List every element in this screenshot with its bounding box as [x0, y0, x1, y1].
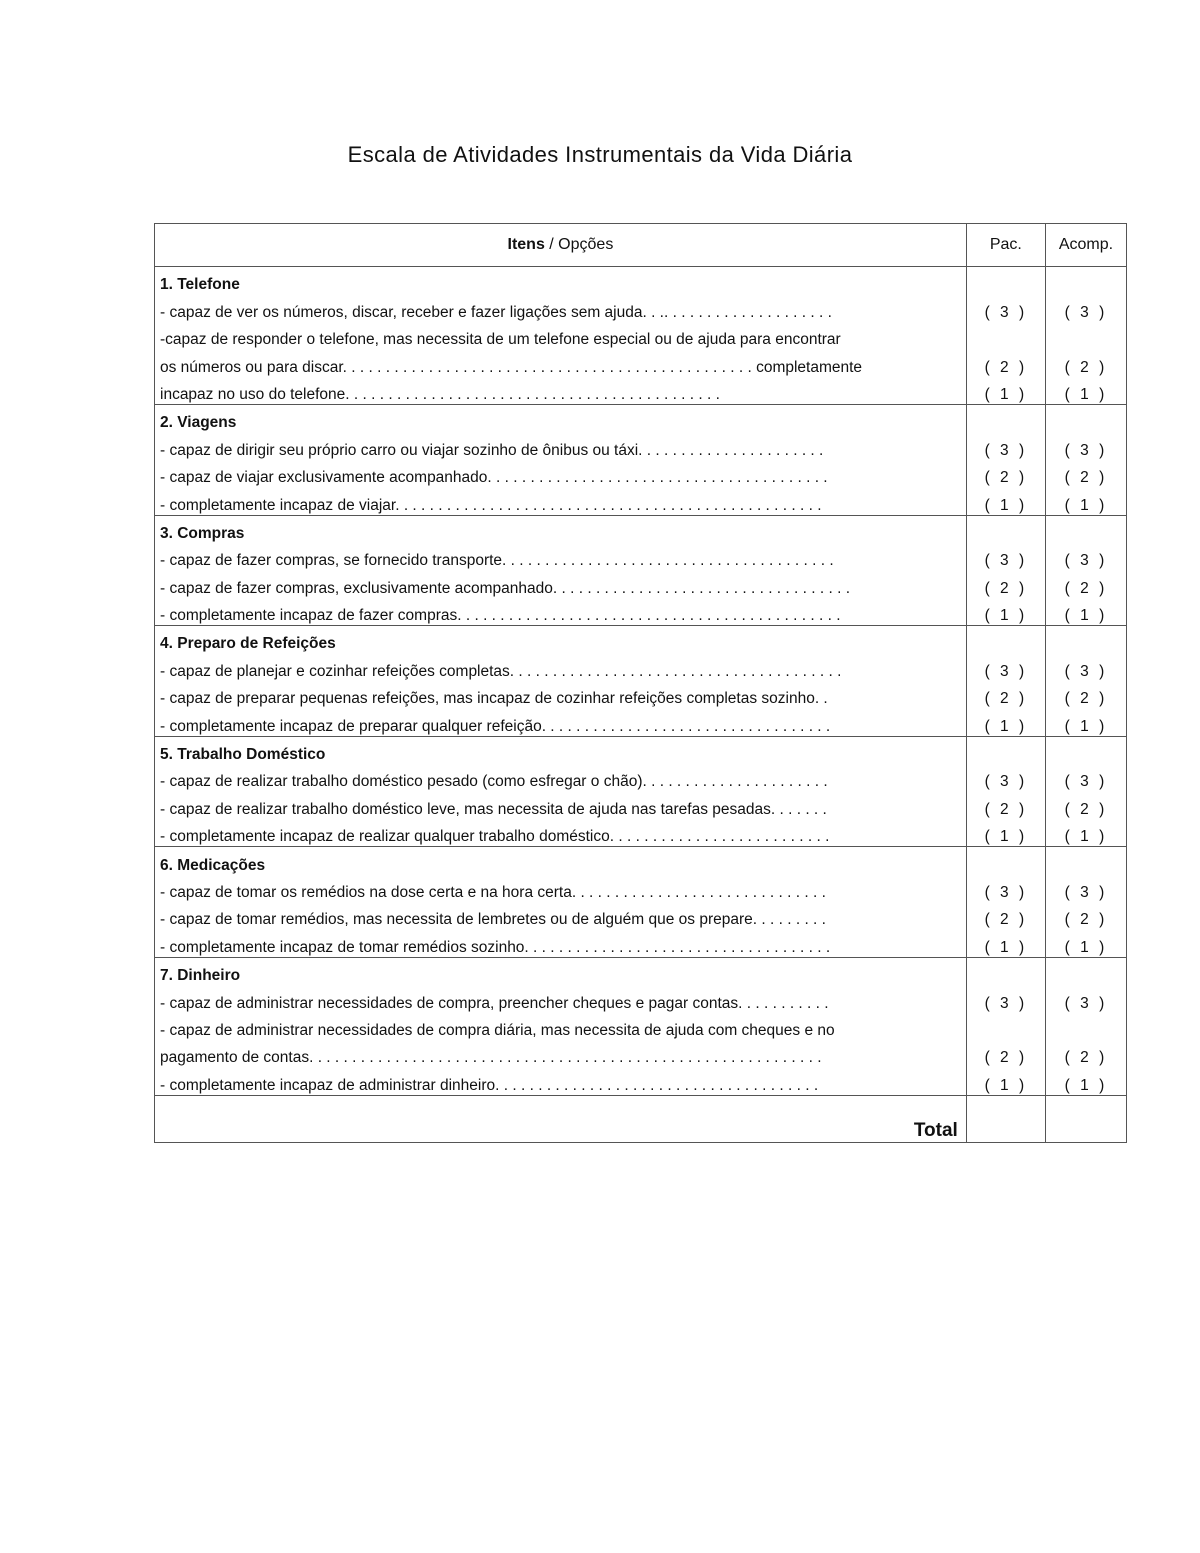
option-row — [155, 487, 1127, 515]
pac-score: ( 1 ) — [966, 487, 1045, 515]
option-text: - capaz de fazer compras, exclusivamente acompanhado. . . . . . . . . . . . . . . . . . . . . . . . . . . . . . . . . . . — [155, 570, 967, 597]
acomp-score: ( 3 ) — [1045, 294, 1126, 321]
section-title-pac-cell — [966, 404, 1045, 432]
option-text: incapaz no uso do telefone. . . . . . . . . . . . . . . . . . . . . . . . . . . . . . . . . . . . . . . . . . . . — [155, 377, 967, 405]
option-text: - capaz de administrar necessidades de compra diária, mas necessita de ajuda com cheques e no — [155, 1013, 967, 1040]
option-row — [155, 349, 1127, 376]
option-row — [155, 902, 1127, 929]
pac-score: ( 2 ) — [966, 791, 1045, 818]
option-row — [155, 322, 1127, 349]
option-text: - capaz de preparar pequenas refeições, mas incapaz de cozinhar refeições completas sozinho. . — [155, 681, 967, 708]
section-title-acomp-cell — [1045, 267, 1126, 295]
section-title-pac-cell — [966, 847, 1045, 875]
acomp-score: ( 3 ) — [1045, 875, 1126, 902]
header-items-rest: / Opções — [544, 236, 614, 253]
section-title-pac-cell — [966, 515, 1045, 543]
section-title: 4. Preparo de Refeições — [155, 626, 967, 654]
pac-score: ( 1 ) — [966, 929, 1045, 957]
acomp-score: ( 2 ) — [1045, 902, 1126, 929]
option-row — [155, 985, 1127, 1012]
section-title: 5. Trabalho Doméstico — [155, 736, 967, 764]
pac-score — [966, 1013, 1045, 1040]
section-title-row — [155, 736, 1127, 764]
header-acomp: Acomp. — [1045, 224, 1126, 267]
pac-score: ( 2 ) — [966, 681, 1045, 708]
section-title-row — [155, 626, 1127, 654]
option-text: - capaz de tomar remédios, mas necessita de lembretes ou de alguém que os prepare. . . . . . . . . — [155, 902, 967, 929]
option-text: - capaz de realizar trabalho doméstico leve, mas necessita de ajuda nas tarefas pesadas. . . . . . . — [155, 791, 967, 818]
option-row — [155, 294, 1127, 321]
acomp-score: ( 2 ) — [1045, 681, 1126, 708]
total-label: Total — [155, 1095, 967, 1142]
acomp-score: ( 2 ) — [1045, 570, 1126, 597]
header-pac: Pac. — [966, 224, 1045, 267]
header-items-bold: Itens — [507, 236, 545, 253]
scale-table — [154, 223, 1127, 1143]
section-title-row — [155, 957, 1127, 985]
pac-score: ( 3 ) — [966, 294, 1045, 321]
pac-score: ( 1 ) — [966, 708, 1045, 736]
section-title-acomp-cell — [1045, 626, 1126, 654]
section-title-pac-cell — [966, 626, 1045, 654]
option-text: - completamente incapaz de preparar qualquer refeição. . . . . . . . . . . . . . . . . . . . . . . . . . . . . . . . . . — [155, 708, 967, 736]
acomp-score: ( 3 ) — [1045, 432, 1126, 459]
pac-score: ( 2 ) — [966, 902, 1045, 929]
acomp-score: ( 1 ) — [1045, 377, 1126, 405]
section-title: 7. Dinheiro — [155, 957, 967, 985]
pac-score: ( 2 ) — [966, 460, 1045, 487]
option-text: - capaz de planejar e cozinhar refeições completas. . . . . . . . . . . . . . . . . . . . . . . . . . . . . . . . . . . . . . . — [155, 653, 967, 680]
pac-score: ( 2 ) — [966, 570, 1045, 597]
acomp-score: ( 1 ) — [1045, 487, 1126, 515]
option-row — [155, 377, 1127, 405]
pac-score: ( 3 ) — [966, 432, 1045, 459]
header-items — [155, 224, 967, 267]
option-row — [155, 764, 1127, 791]
acomp-score: ( 1 ) — [1045, 929, 1126, 957]
acomp-score: ( 1 ) — [1045, 1067, 1126, 1095]
table-body — [155, 267, 1127, 1096]
option-row — [155, 543, 1127, 570]
option-text: - capaz de administrar necessidades de compra, preencher cheques e pagar contas. . . . . . . . . . . — [155, 985, 967, 1012]
acomp-score: ( 3 ) — [1045, 985, 1126, 1012]
acomp-score: ( 3 ) — [1045, 653, 1126, 680]
pac-score: ( 2 ) — [966, 1040, 1045, 1067]
acomp-score: ( 3 ) — [1045, 764, 1126, 791]
section-title-acomp-cell — [1045, 847, 1126, 875]
acomp-score: ( 1 ) — [1045, 708, 1126, 736]
option-row — [155, 1067, 1127, 1095]
section-title: 6. Medicações — [155, 847, 967, 875]
pac-score: ( 3 ) — [966, 875, 1045, 902]
document-title: Escala de Atividades Instrumentais da Vida Diária — [347, 142, 853, 167]
option-row — [155, 598, 1127, 626]
acomp-score: ( 1 ) — [1045, 598, 1126, 626]
section-title-row — [155, 267, 1127, 295]
section-title: 2. Viagens — [155, 404, 967, 432]
option-text: - capaz de viajar exclusivamente acompanhado. . . . . . . . . . . . . . . . . . . . . . . . . . . . . . . . . . . . . . . . — [155, 460, 967, 487]
total-acomp-cell — [1045, 1095, 1126, 1142]
pac-score — [966, 322, 1045, 349]
section-title-acomp-cell — [1045, 736, 1126, 764]
option-row — [155, 819, 1127, 847]
option-text: - completamente incapaz de fazer compras. . . . . . . . . . . . . . . . . . . . . . . . . . . . . . . . . . . . . . . . . . . . . — [155, 598, 967, 626]
option-row — [155, 653, 1127, 680]
section-title-pac-cell — [966, 957, 1045, 985]
option-row — [155, 1013, 1127, 1040]
acomp-score: ( 2 ) — [1045, 460, 1126, 487]
option-text: - completamente incapaz de administrar dinheiro. . . . . . . . . . . . . . . . . . . . . . . . . . . . . . . . . . . . . . — [155, 1067, 967, 1095]
option-row — [155, 1040, 1127, 1067]
section-title-row — [155, 404, 1127, 432]
option-row — [155, 791, 1127, 818]
section-title-pac-cell — [966, 267, 1045, 295]
pac-score: ( 3 ) — [966, 985, 1045, 1012]
section-title: 3. Compras — [155, 515, 967, 543]
option-row — [155, 432, 1127, 459]
section-title: 1. Telefone — [155, 267, 967, 295]
option-row — [155, 708, 1127, 736]
total-pac-cell — [966, 1095, 1045, 1142]
acomp-score: ( 2 ) — [1045, 1040, 1126, 1067]
total-row — [155, 1095, 1127, 1142]
acomp-score: ( 2 ) — [1045, 791, 1126, 818]
pac-score: ( 1 ) — [966, 598, 1045, 626]
pac-score: ( 1 ) — [966, 1067, 1045, 1095]
section-title-row — [155, 847, 1127, 875]
table-header-row — [155, 224, 1127, 267]
acomp-score: ( 1 ) — [1045, 819, 1126, 847]
section-title-acomp-cell — [1045, 404, 1126, 432]
option-text: pagamento de contas. . . . . . . . . . . . . . . . . . . . . . . . . . . . . . . . . . . . . . . . . . . . . . . . . . . . . . . . . . . . — [155, 1040, 967, 1067]
option-text: - capaz de ver os números, discar, receber e fazer ligações sem ajuda. . .. . . . . . . . . . . . . . . . . . . . — [155, 294, 967, 321]
acomp-score — [1045, 1013, 1126, 1040]
section-title-acomp-cell — [1045, 515, 1126, 543]
option-row — [155, 460, 1127, 487]
option-text: - completamente incapaz de viajar. . . . . . . . . . . . . . . . . . . . . . . . . . . . . . . . . . . . . . . . . . . . . . . . . . — [155, 487, 967, 515]
pac-score: ( 2 ) — [966, 349, 1045, 376]
acomp-score: ( 3 ) — [1045, 543, 1126, 570]
option-row — [155, 681, 1127, 708]
option-text: - capaz de fazer compras, se fornecido transporte. . . . . . . . . . . . . . . . . . . . . . . . . . . . . . . . . . . . . . . — [155, 543, 967, 570]
option-text: - capaz de tomar os remédios na dose certa e na hora certa. . . . . . . . . . . . . . . . . . . . . . . . . . . . . . — [155, 875, 967, 902]
pac-score: ( 1 ) — [966, 819, 1045, 847]
pac-score: ( 1 ) — [966, 377, 1045, 405]
option-row — [155, 875, 1127, 902]
option-row — [155, 570, 1127, 597]
option-text: - completamente incapaz de tomar remédios sozinho. . . . . . . . . . . . . . . . . . . . . . . . . . . . . . . . . . . . — [155, 929, 967, 957]
acomp-score — [1045, 322, 1126, 349]
pac-score: ( 3 ) — [966, 543, 1045, 570]
acomp-score: ( 2 ) — [1045, 349, 1126, 376]
option-text: -capaz de responder o telefone, mas necessita de um telefone especial ou de ajuda para encontrar — [155, 322, 967, 349]
option-text: os números ou para discar. . . . . . . . . . . . . . . . . . . . . . . . . . . . . . . . . . . . . . . . . . . . . . . . completamente — [155, 349, 967, 376]
section-title-row — [155, 515, 1127, 543]
pac-score: ( 3 ) — [966, 653, 1045, 680]
option-text: - capaz de dirigir seu próprio carro ou viajar sozinho de ônibus ou táxi. . . . . . . . . . . . . . . . . . . . . . — [155, 432, 967, 459]
section-title-pac-cell — [966, 736, 1045, 764]
section-title-acomp-cell — [1045, 957, 1126, 985]
option-text: - completamente incapaz de realizar qualquer trabalho doméstico. . . . . . . . . . . . . . . . . . . . . . . . . . — [155, 819, 967, 847]
pac-score: ( 3 ) — [966, 764, 1045, 791]
option-row — [155, 929, 1127, 957]
option-text: - capaz de realizar trabalho doméstico pesado (como esfregar o chão). . . . . . . . . . . . . . . . . . . . . . — [155, 764, 967, 791]
